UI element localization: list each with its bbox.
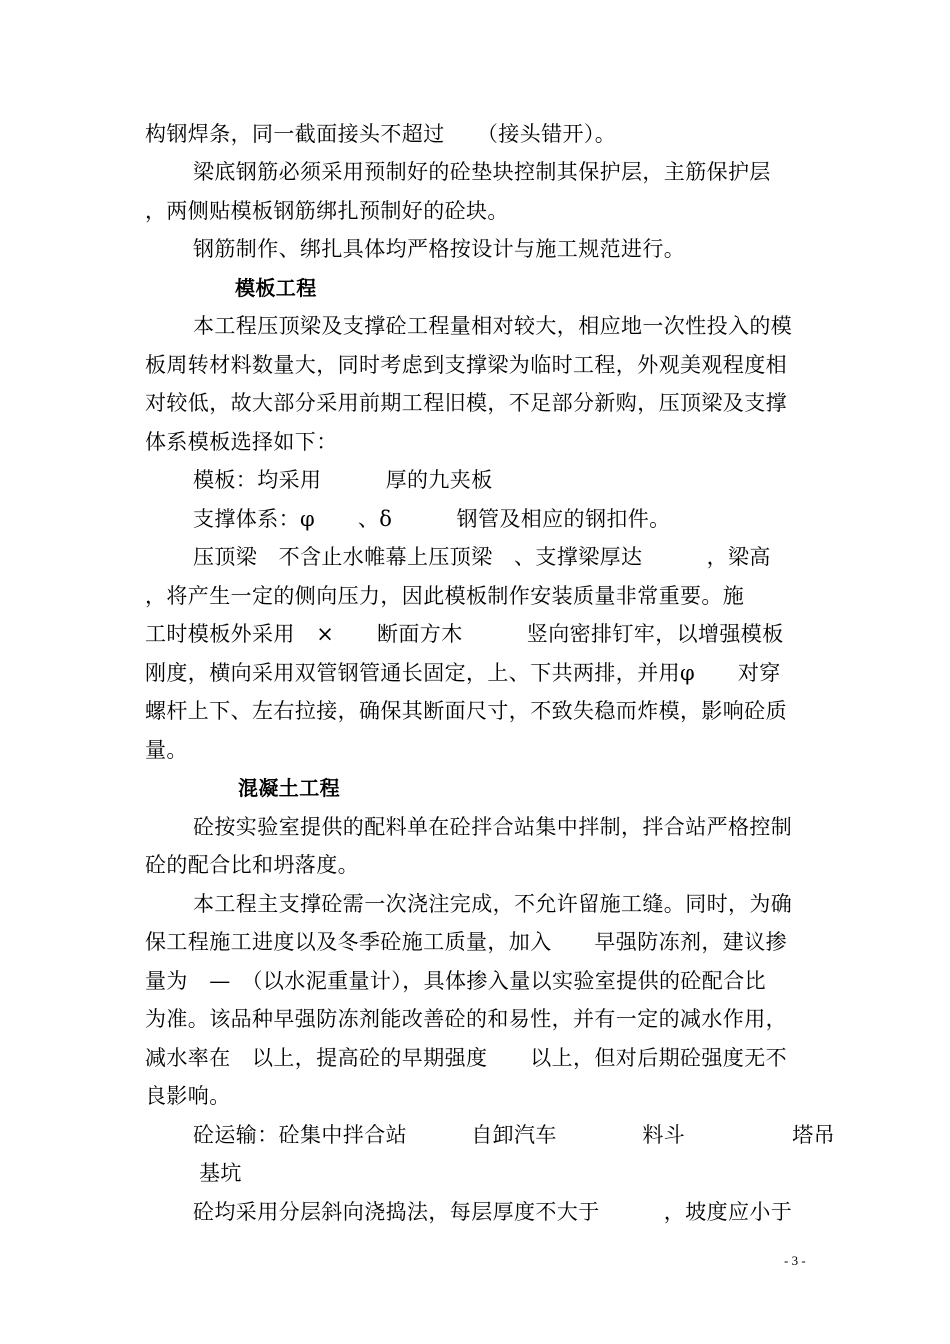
text-line: 砼的配合比和坍落度。 (145, 853, 359, 877)
text-line: 良影响。 (145, 1084, 231, 1108)
section-heading: 模板工程 (235, 276, 317, 300)
text-line: 螺杆上下、左右拉接，确保其断面尺寸，不致失稳而炸模，影响砼质 (145, 699, 787, 723)
text-line: 模板：均采用 厚的九夹板 (193, 468, 493, 492)
text-line: 本工程压顶梁及支撑砼工程量相对较大，相应地一次性投入的模 (193, 314, 793, 338)
text-line: 工时模板外采用 × 断面方木 竖向密排钉牢，以增强模板 (145, 622, 784, 646)
text-line: 板周转材料数量大，同时考虑到支撑梁为临时工程，外观美观程度相 (145, 353, 787, 377)
text-line: ，两侧贴模板钢筋绑扎预制好的砼块。 (145, 199, 509, 223)
text-line: 砼均采用分层斜向浇捣法，每层厚度不大于 ，坡度应小于 (193, 1200, 793, 1224)
text-line: 量为 — （以水泥重量计），具体掺入量以实验室提供的砼配合比 (145, 969, 766, 993)
text-line: 量。 (145, 738, 188, 762)
text-line: 支撑体系：φ 、δ 钢管及相应的钢扣件。 (193, 507, 671, 531)
text-line: 本工程主支撑砼需一次浇注完成，不允许留施工缝。同时，为确 (193, 892, 793, 916)
text-line: 基坑 (199, 1161, 242, 1185)
text-line: 钢筋制作、绑扎具体均严格按设计与施工规范进行。 (193, 237, 686, 261)
text-line: 保工程施工进度以及冬季砼施工质量，加入 早强防冻剂，建议掺 (145, 930, 787, 954)
text-line: 砼按实验室提供的配料单在砼拌合站集中拌制，拌合站严格控制 (193, 815, 793, 839)
text-line: ，将产生一定的侧向压力，因此模板制作安装质量非常重要。施 (145, 584, 745, 608)
text-line: 构钢焊条，同一截面接头不超过 （接头错开）。 (145, 122, 617, 146)
page-number: - 3 - (784, 1253, 806, 1268)
text-line: 减水率在 以上，提高砼的早期强度 以上，但对后期砼强度无不 (145, 1046, 787, 1070)
text-line: 刚度，横向采用双管钢管通长固定，上、下共两排，并用φ 对穿 (145, 661, 781, 685)
text-line: 对较低，故大部分采用前期工程旧模，不足部分新购，压顶梁及支撑 (145, 391, 787, 415)
section-heading: 混凝土工程 (238, 776, 340, 800)
text-line: 压顶梁 不含止水帷幕上压顶梁 、支撑梁厚达 ，梁高 (193, 545, 771, 569)
text-line: 为准。该品种早强防冻剂能改善砼的和易性，并有一定的减水作用， (145, 1007, 787, 1031)
text-line: 梁底钢筋必须采用预制好的砼垫块控制其保护层，主筋保护层 (193, 160, 771, 184)
text-line: 体系模板选择如下： (145, 430, 338, 454)
text-line: 砼运输：砼集中拌合站 自卸汽车 料斗 塔吊 (193, 1123, 835, 1147)
